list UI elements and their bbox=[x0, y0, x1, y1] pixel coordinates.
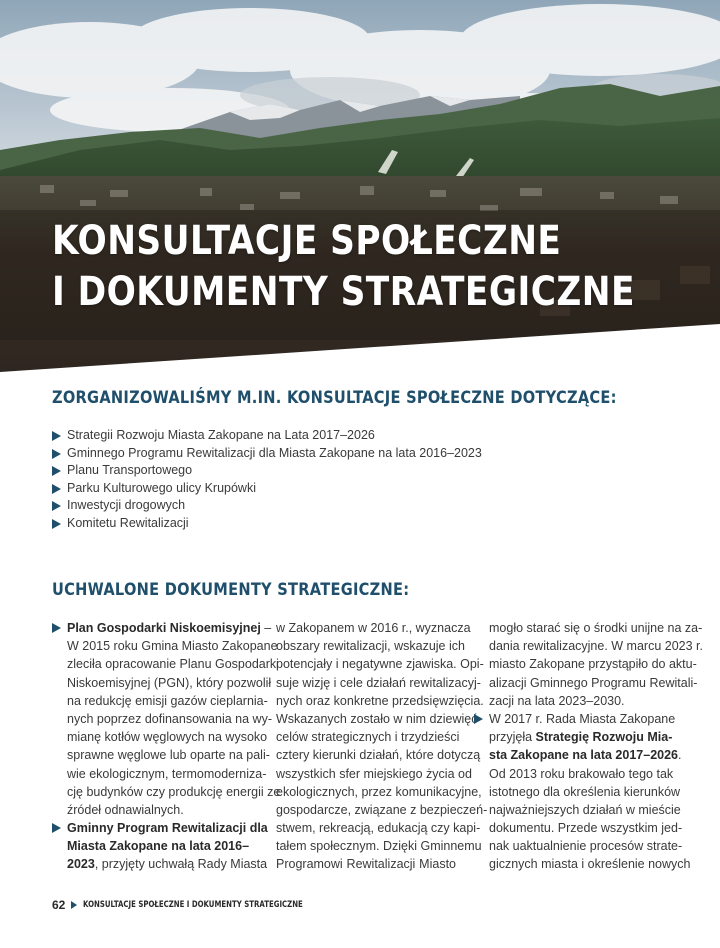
paragraph-line: dokumentu. Przede wszystkim jed- bbox=[489, 821, 683, 836]
triangle-bullet-icon bbox=[52, 623, 61, 633]
paragraph-line: na redukcję emisji gazów cieplarnia- bbox=[67, 693, 268, 708]
triangle-bullet-icon bbox=[52, 501, 61, 511]
paragraph-line: alizacji Gminnego Programu Rewitali- bbox=[489, 675, 698, 690]
paragraph-line: Wskazanych zostało w nim dziewięć bbox=[276, 711, 478, 726]
paragraph-line: gicznych miasta i określenie nowych bbox=[489, 857, 691, 872]
footer-section-title: KONSULTACJE SPOŁECZNE I DOKUMENTY STRATEGICZNE bbox=[83, 900, 304, 910]
paragraph-line: sta Zakopane na lata 2017–2026. bbox=[489, 748, 682, 763]
paragraph-line: zleciła opracowanie Planu Gospodarki bbox=[67, 657, 279, 672]
list-item: Parku Kulturowego ulicy Krupówki bbox=[52, 480, 482, 498]
page-footer bbox=[52, 898, 351, 912]
paragraph-line: nych poprzez dofinansowania na wy- bbox=[67, 711, 272, 726]
paragraph-line: celów strategicznych i trzydzieści bbox=[276, 730, 460, 745]
paragraph-line: sprawne węglowe lub oparte na pali- bbox=[67, 748, 270, 763]
page-title bbox=[52, 216, 635, 318]
list-item: Strategii Rozwoju Miasta Zakopane na Lata 2017–2026 bbox=[52, 427, 482, 445]
triangle-bullet-icon bbox=[52, 449, 61, 459]
triangle-bullet-icon bbox=[474, 714, 483, 724]
paragraph-line: zacji na lata 2023–2030. bbox=[489, 693, 625, 708]
paragraph-line: cztery kierunki działań, które dotyczą bbox=[276, 748, 481, 763]
triangle-bullet-icon bbox=[52, 431, 61, 441]
list-item: Gminnego Programu Rewitalizacji dla Miasta Zakopane na lata 2016–2023 bbox=[52, 445, 482, 463]
list-item: Komitetu Rewitalizacji bbox=[52, 515, 482, 533]
paragraph-line: cję budynków czy produkcję energii ze bbox=[67, 784, 281, 799]
paragraph-line: obszary rewitalizacji, wskazuje ich bbox=[276, 639, 465, 654]
paragraph-line: istotnego dla określenia kierunków bbox=[489, 784, 681, 799]
paragraph-line: najważniejszych działań w mieście bbox=[489, 802, 681, 817]
paragraph-line: W 2015 roku Gmina Miasto Zakopane bbox=[67, 639, 278, 654]
triangle-bullet-icon bbox=[71, 901, 77, 909]
paragraph-line: potencjały i negatywne zjawiska. Opi- bbox=[276, 657, 484, 672]
triangle-bullet-icon bbox=[52, 484, 61, 494]
paragraph-line: dania rewitalizacyjne. W marcu 2023 r. bbox=[489, 639, 703, 654]
title-line-1: KONSULTACJE SPOŁECZNE bbox=[52, 218, 562, 264]
text-column-2 bbox=[276, 619, 488, 874]
paragraph-line: Plan Gospodarki Niskoemisyjnej – bbox=[67, 621, 272, 635]
paragraph-line: w Zakopanem w 2016 r., wyznacza bbox=[276, 621, 471, 635]
paragraph-line: mogło starać się o środki unijne na za- bbox=[489, 621, 703, 635]
text-column-1 bbox=[52, 619, 281, 874]
paragraph-line: Gminny Program Rewitalizacji dla bbox=[67, 821, 268, 836]
paragraph-line: nych oraz konkretne przedsięwzięcia. bbox=[276, 693, 484, 708]
paragraph-line: gospodarcze, związane z bezpieczeń- bbox=[276, 802, 488, 817]
triangle-bullet-icon bbox=[52, 823, 61, 833]
paragraph-line: wie ekologicznym, termomoderniza- bbox=[67, 766, 267, 781]
paragraph-line: miasto Zakopane przystąpiło do aktu- bbox=[489, 657, 697, 672]
triangle-bullet-icon bbox=[52, 466, 61, 476]
documents-heading: UCHWALONE DOKUMENTY STRATEGICZNE: bbox=[52, 580, 410, 600]
consultations-heading: ZORGANIZOWALIŚMY M.IN. KONSULTACJE SPOŁECZNE DOTYCZĄCE: bbox=[52, 388, 617, 408]
paragraph-line: Miasta Zakopane na lata 2016– bbox=[67, 839, 250, 854]
paragraph-line: źródeł odnawialnych. bbox=[67, 802, 184, 817]
paragraph-line: stwem, rekreacją, edukacją czy kapi- bbox=[276, 821, 481, 836]
list-item: Inwestycji drogowych bbox=[52, 497, 482, 515]
paragraph-line: wszystkich sfer miejskiego życia od bbox=[276, 766, 472, 781]
paragraph-line: mianę kotłów węglowych na wysoko bbox=[67, 730, 268, 745]
triangle-bullet-icon bbox=[52, 519, 61, 529]
paragraph-line: suje wizję i cele działań rewitalizacyj- bbox=[276, 675, 481, 690]
paragraph-line: W 2017 r. Rada Miasta Zakopane bbox=[489, 711, 676, 726]
paragraph-line: Od 2013 roku brakowało tego tak bbox=[489, 766, 674, 781]
paragraph-line: Programowi Rewitalizacji Miasto bbox=[276, 857, 456, 872]
paragraph-line: nak uaktualnienie procesów strate- bbox=[489, 839, 683, 854]
consultations-list bbox=[52, 427, 482, 533]
list-item: Planu Transportowego bbox=[52, 462, 482, 480]
text-column-3 bbox=[474, 619, 703, 874]
paragraph-line: tałem społecznym. Dzięki Gminnemu bbox=[276, 839, 482, 854]
page-number: 62 bbox=[52, 898, 66, 912]
paragraph-line: Niskoemisyjnej (PGN), który pozwolił bbox=[67, 675, 272, 690]
paragraph-line: przyjęła Strategię Rozwoju Mia- bbox=[489, 730, 673, 745]
paragraph-line: 2023, przyjęty uchwałą Rady Miasta bbox=[67, 857, 268, 872]
title-line-2: I DOKUMENTY STRATEGICZNE bbox=[52, 269, 635, 315]
paragraph-line: ekologicznych, przez komunikacyjne, bbox=[276, 784, 482, 799]
